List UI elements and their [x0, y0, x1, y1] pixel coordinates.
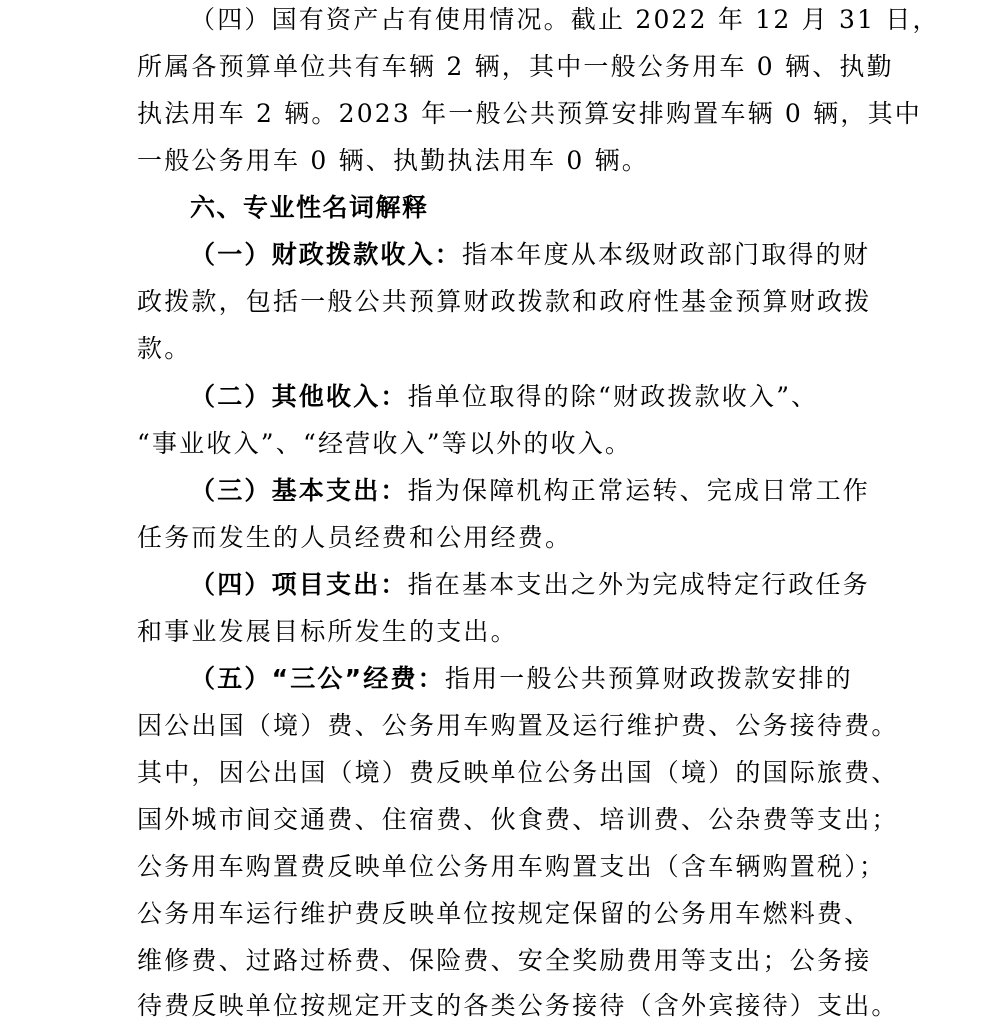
- definition-5-line-8: 待费反映单位按规定开支的各类公务接待（含外宾接待）支出。: [137, 991, 899, 1020]
- definition-1-term: （一）财政拨款收入：: [190, 240, 463, 269]
- assets-paragraph-line-2: 所属各预算单位共有车辆 2 辆，其中一般公务用车 0 辆、执勤: [137, 52, 894, 81]
- definition-3-line-2: 任务而发生的人员经费和公用经费。: [137, 523, 573, 552]
- definition-2-text: 指单位取得的除“财政拨款收入”、: [407, 382, 819, 411]
- assets-paragraph-line-4: 一般公务用车 0 辆、执勤执法用车 0 辆。: [137, 146, 649, 175]
- definition-4-text: 指在基本支出之外为完成特定行政任务: [407, 570, 871, 599]
- definition-3-line-1: [190, 475, 950, 507]
- definition-5-line-5: 公务用车购置费反映单位公务用车购置支出（含车辆购置税）；: [137, 852, 887, 881]
- assets-paragraph-line-1: （四）国有资产占有使用情况。截止 2022 年 12 月 31 日，: [190, 5, 940, 34]
- definition-5-line-3: 其中，因公出国（境）费反映单位公务出国（境）的国际旅费、: [137, 758, 899, 787]
- definition-4-line-1: [190, 569, 950, 601]
- definition-4-term: （四）项目支出：: [190, 570, 408, 599]
- definition-1-line-3: 款。: [137, 334, 192, 363]
- definition-3-term: （三）基本支出：: [190, 476, 408, 505]
- definition-4-line-2: 和事业发展目标所发生的支出。: [137, 617, 518, 646]
- definition-5-term: （五）“三公”经费：: [190, 664, 445, 693]
- definition-5-line-4: 国外城市间交通费、住宿费、伙食费、培训费、公杂费等支出；: [137, 805, 899, 834]
- definition-5-line-2: 因公出国（境）费、公务用车购置及运行维护费、公务接待费。: [137, 711, 899, 740]
- definition-3-text: 指为保障机构正常运转、完成日常工作: [407, 476, 871, 505]
- definition-5-text: 指用一般公共预算财政拨款安排的: [444, 664, 853, 693]
- definition-5-line-6: 公务用车运行维护费反映单位按规定保留的公务用车燃料费、: [137, 899, 872, 928]
- definition-1-line-1: [190, 239, 950, 271]
- assets-paragraph-line-3: 执法用车 2 辆。2023 年一般公共预算安排购置车辆 0 辆，其中: [137, 99, 922, 128]
- definition-5-line-1: [190, 663, 950, 695]
- definition-5-line-7: 维修费、过路过桥费、保险费、安全奖励费用等支出；公务接: [137, 946, 872, 975]
- definition-2-line-2: “事业收入”、“经营收入”等以外的收入。: [137, 429, 633, 458]
- section-heading-glossary: 六、专业性名词解释: [190, 193, 429, 222]
- definition-2-term: （二）其他收入：: [190, 382, 408, 411]
- definition-2-line-1: [190, 381, 950, 413]
- definition-1-text: 指本年度从本级财政部门取得的财: [462, 240, 871, 269]
- definition-1-line-2: 政拨款，包括一般公共预算财政拨款和政府性基金预算财政拨: [137, 287, 872, 316]
